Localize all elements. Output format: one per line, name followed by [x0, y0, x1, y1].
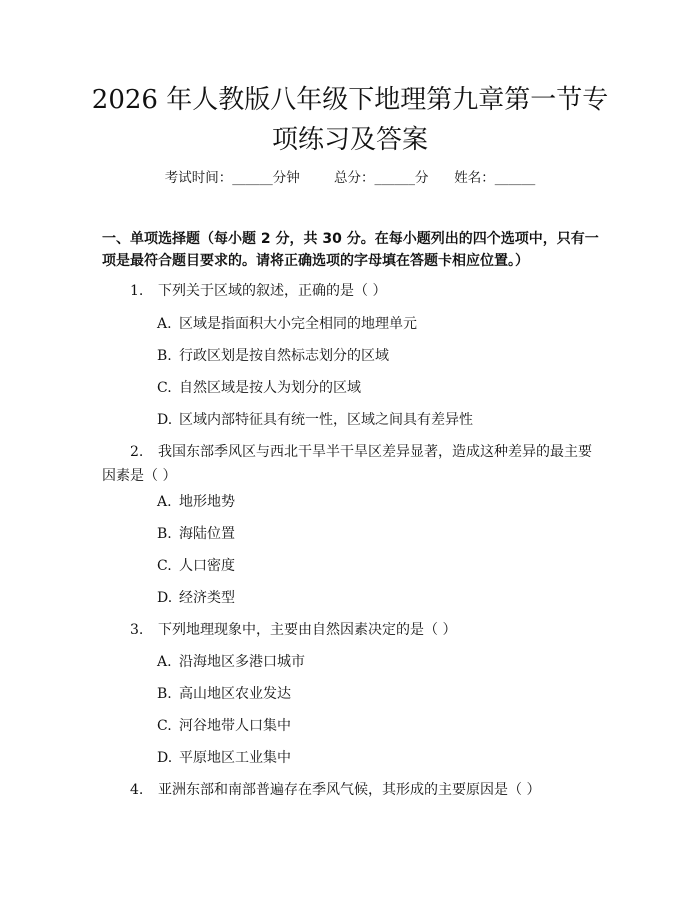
option-letter: B. [157, 686, 172, 702]
question-1-option-b [157, 346, 389, 366]
question-1-option-c [157, 378, 361, 398]
question-3-option-d [157, 748, 291, 768]
question-1-option-a [157, 314, 417, 334]
option-letter: D. [157, 590, 173, 606]
option-letter: D. [157, 412, 173, 428]
question-4 [102, 778, 604, 802]
option-letter: B. [157, 526, 172, 542]
question-2 [102, 440, 604, 488]
question-3-option-c [157, 716, 291, 736]
question-3-option-a [157, 652, 305, 672]
option-text: 经济类型 [179, 590, 235, 606]
option-text: 河谷地带人口集中 [179, 718, 291, 734]
option-letter: A. [157, 316, 172, 332]
question-stem: 下列关于区域的叙述，正确的是（ ） [158, 283, 387, 299]
option-text: 高山地区农业发达 [179, 686, 291, 702]
option-text: 区域是指面积大小完全相同的地理单元 [179, 316, 417, 332]
option-text: 区域内部特征具有统一性，区域之间具有差异性 [179, 412, 473, 428]
question-2-option-d [157, 588, 235, 608]
option-text: 人口密度 [179, 558, 235, 574]
option-letter: A. [157, 494, 172, 510]
option-letter: D. [157, 750, 173, 766]
option-text: 沿海地区多港口城市 [179, 654, 305, 670]
question-2-option-b [157, 524, 235, 544]
option-letter: C. [157, 380, 172, 396]
question-1 [102, 279, 604, 303]
total-score-blank: ______ [374, 170, 416, 186]
option-letter: B. [157, 348, 172, 364]
option-letter: A. [157, 654, 172, 670]
question-number: 4. [130, 782, 144, 798]
question-2-option-c [157, 556, 235, 576]
option-text: 海陆位置 [179, 526, 235, 542]
exam-time-label: 考试时间： [164, 170, 233, 186]
student-name-blank: ______ [494, 170, 536, 186]
option-text: 行政区划是按自然标志划分的区域 [179, 348, 389, 364]
option-text: 地形地势 [179, 494, 235, 510]
total-score-unit: 分 [415, 170, 429, 186]
total-score-label: 总分： [334, 170, 375, 186]
document-title: 2026 年人教版八年级下地理第九章第一节专项练习及答案 [91, 85, 609, 155]
question-number: 2. [130, 444, 144, 460]
question-stem: 下列地理现象中，主要由自然因素决定的是（ ） [158, 622, 457, 638]
section-heading: 一、单项选择题（每小题 2 分，共 30 分。在每小题列出的四个选项中，只有一项是最符合题目要求的。请将正确选项的字母填在答题卡相应位置。） [102, 231, 599, 269]
student-name-label: 姓名： [454, 170, 495, 186]
question-stem: 我国东部季风区与西北干旱半干旱区差异显著，造成这种差异的最主要因素是（ ） [102, 444, 592, 484]
question-number: 3. [130, 622, 144, 638]
exam-time-blank: ______ [232, 170, 273, 186]
question-3-option-b [157, 684, 291, 704]
question-2-option-a [157, 492, 235, 512]
question-number: 1. [130, 283, 144, 299]
option-letter: C. [157, 718, 172, 734]
question-3 [102, 618, 604, 642]
option-letter: C. [157, 558, 172, 574]
exam-meta-line [0, 168, 700, 188]
exam-time-unit: 分钟 [272, 170, 300, 186]
option-text: 自然区域是按人为划分的区域 [179, 380, 361, 396]
option-text: 平原地区工业集中 [179, 750, 291, 766]
question-stem: 亚洲东部和南部普遍存在季风气候，其形成的主要原因是（ ） [158, 782, 541, 798]
question-1-option-d [157, 410, 473, 430]
